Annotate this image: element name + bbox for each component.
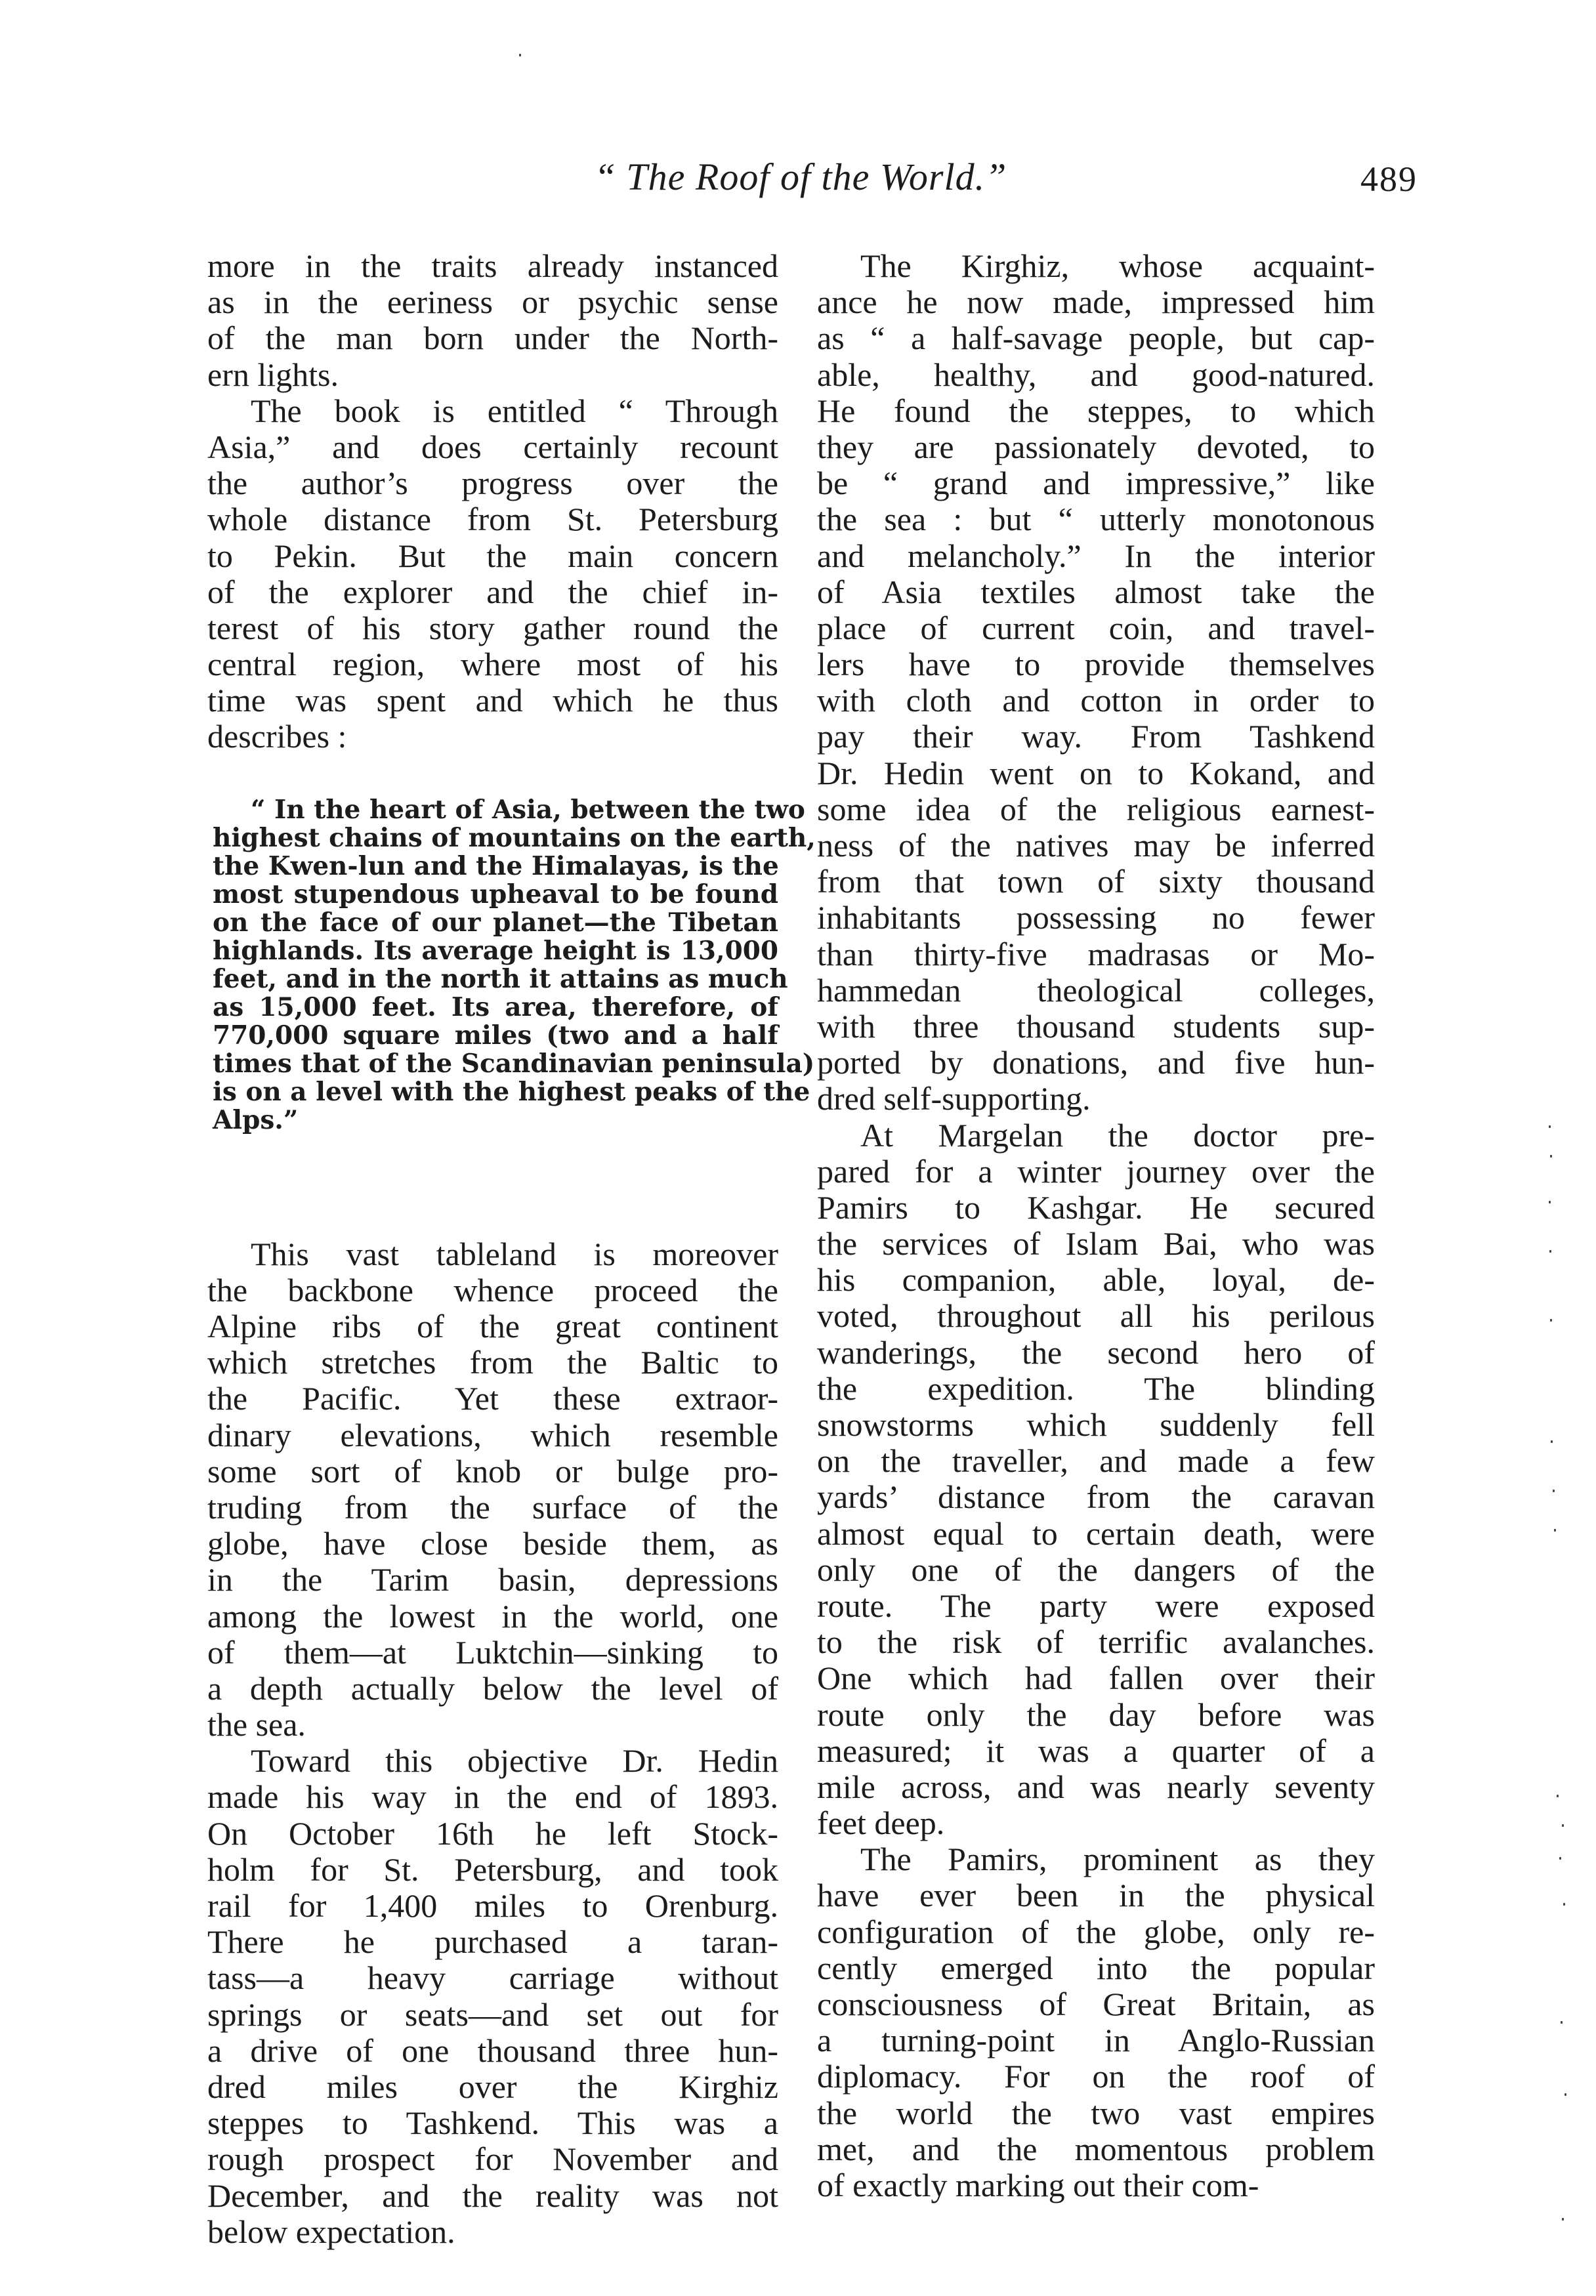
text-line: the world the two vast empires bbox=[817, 2094, 1375, 2131]
text-line: than thirty-five madrasas or Mo- bbox=[817, 935, 1375, 972]
text-line: wanderings, the second hero of bbox=[817, 1333, 1375, 1371]
text-line: below expectation. bbox=[207, 2213, 455, 2250]
text-line: cently emerged into the popular bbox=[817, 1949, 1375, 1986]
scan-speck bbox=[1564, 2093, 1566, 2096]
scan-speck bbox=[1562, 2218, 1564, 2221]
scan-speck bbox=[519, 54, 521, 56]
text-line: terest of his story gather round the bbox=[207, 609, 778, 646]
text-line: 770,000 square miles (two and a half bbox=[213, 1020, 778, 1051]
text-line: a drive of one thousand three hun- bbox=[207, 2032, 778, 2069]
scan-speck bbox=[1550, 1319, 1552, 1322]
text-line: the author’s progress over the bbox=[207, 465, 778, 502]
text-line: route only the day before was bbox=[817, 1696, 1375, 1733]
text-line: and melancholy.” In the interior bbox=[817, 537, 1375, 574]
scan-speck bbox=[1561, 2021, 1563, 2024]
text-line: Pamirs to Kashgar. He secured bbox=[817, 1188, 1375, 1226]
scan-speck bbox=[1559, 1857, 1561, 1860]
text-line: The Pamirs, prominent as they bbox=[860, 1841, 1375, 1878]
text-line: only one of the dangers of the bbox=[817, 1551, 1375, 1588]
text-line: highlands. Its average height is 13,000 bbox=[213, 935, 778, 966]
text-line: able, healthy, and good-natured. bbox=[817, 356, 1375, 393]
text-line: ness of the natives may be inferred bbox=[817, 827, 1375, 864]
text-line: some idea of the religious earnest- bbox=[817, 790, 1375, 827]
text-line: ported by donations, and five hun- bbox=[817, 1044, 1375, 1081]
scan-speck bbox=[1549, 1250, 1551, 1253]
text-line: There he purchased a taran- bbox=[207, 1923, 778, 1961]
paragraph bbox=[207, 248, 778, 393]
paragraph bbox=[817, 248, 1375, 1117]
text-line: time was spent and which he thus bbox=[207, 682, 778, 719]
scan-speck bbox=[1549, 1201, 1551, 1203]
text-line: consciousness of Great Britain, as bbox=[817, 1986, 1375, 2022]
scan-speck bbox=[1557, 1795, 1559, 1797]
text-line: of them—at Luktchin—sinking to bbox=[207, 1633, 778, 1671]
text-line: The Kirghiz, whose acquaint- bbox=[860, 247, 1375, 284]
text-line: the backbone whence proceed the bbox=[207, 1271, 778, 1308]
text-line: This vast tableland is moreover bbox=[251, 1235, 778, 1272]
text-line: hammedan theological colleges, bbox=[817, 971, 1375, 1009]
text-line: Alps.” bbox=[213, 1104, 299, 1135]
text-line: Toward this objective Dr. Hedin bbox=[251, 1742, 778, 1780]
text-line: the Kwen-lun and the Himalayas, is the bbox=[213, 850, 779, 881]
page-number: 489 bbox=[1360, 159, 1418, 199]
text-line: The book is entitled “ Through bbox=[251, 392, 778, 429]
text-line: on the face of our planet—the Tibetan bbox=[213, 907, 778, 938]
text-line: among the lowest in the world, one bbox=[207, 1597, 778, 1635]
text-line: steppes to Tashkend. This was a bbox=[207, 2104, 778, 2142]
left-column bbox=[207, 247, 816, 2250]
text-line: as 15,000 feet. Its area, therefore, of bbox=[213, 991, 778, 1022]
text-line: diplomacy. For on the roof of bbox=[817, 2058, 1375, 2095]
scan-speck bbox=[1553, 1490, 1555, 1492]
text-line: of the explorer and the chief in- bbox=[207, 573, 778, 610]
running-header-title: “ The Roof of the World.” bbox=[594, 156, 1007, 198]
text-line: the expedition. The blinding bbox=[817, 1369, 1375, 1407]
text-line: truding from the surface of the bbox=[207, 1488, 778, 1526]
text-line: inhabitants possessing no fewer bbox=[817, 899, 1375, 936]
text-line: be “ grand and impressive,” like bbox=[817, 465, 1375, 502]
text-line: globe, have close beside them, as bbox=[207, 1525, 778, 1562]
text-line: as “ a half-savage people, but cap- bbox=[817, 320, 1375, 357]
paragraph bbox=[207, 1236, 778, 1743]
text-line: mile across, and was nearly seventy bbox=[817, 1768, 1375, 1805]
scan-speck bbox=[1551, 1440, 1553, 1443]
text-line: whole distance from St. Petersburg bbox=[207, 501, 778, 538]
text-line: ern lights. bbox=[207, 356, 339, 393]
text-line: rough prospect for November and bbox=[207, 2140, 778, 2178]
text-line: a depth actually below the level of bbox=[207, 1669, 778, 1707]
text-line: dred miles over the Kirghiz bbox=[207, 2068, 778, 2105]
text-line: times that of the Scandinavian peninsula) bbox=[213, 1048, 815, 1079]
text-line: almost equal to certain death, were bbox=[817, 1514, 1375, 1552]
paragraph bbox=[207, 393, 778, 755]
text-line: December, and the reality was not bbox=[207, 2177, 778, 2214]
text-line: pay their way. From Tashkend bbox=[817, 718, 1375, 755]
text-line: they are passionately devoted, to bbox=[817, 428, 1375, 465]
text-line: ance he now made, impressed him bbox=[817, 283, 1375, 321]
text-line: feet deep. bbox=[817, 1805, 945, 1842]
text-line: springs or seats—and set out for bbox=[207, 1995, 778, 2033]
paragraph bbox=[207, 1743, 778, 2250]
text-line: route. The party were exposed bbox=[817, 1587, 1375, 1624]
text-line: have ever been in the physical bbox=[817, 1877, 1375, 1914]
text-line: “ In the heart of Asia, between the two bbox=[251, 794, 805, 825]
text-line: dinary elevations, which resemble bbox=[207, 1416, 778, 1453]
text-line: as in the eeriness or psychic sense bbox=[207, 283, 778, 321]
text-line: highest chains of mountains on the earth, bbox=[213, 822, 816, 853]
text-line: tass—a heavy carriage without bbox=[207, 1959, 778, 1997]
text-line: feet, and in the north it attains as much bbox=[213, 963, 788, 994]
paragraph bbox=[817, 1841, 1375, 2203]
paragraph bbox=[817, 1117, 1375, 1842]
text-line: yards’ distance from the caravan bbox=[817, 1478, 1375, 1516]
text-line: voted, throughout all his perilous bbox=[817, 1297, 1375, 1335]
text-line: On October 16th he left Stock- bbox=[207, 1814, 778, 1852]
text-line: a turning-point in Anglo-Russian bbox=[817, 2022, 1375, 2059]
text-line: some sort of knob or bulge pro- bbox=[207, 1452, 778, 1490]
text-line: from that town of sixty thousand bbox=[817, 863, 1375, 900]
text-line: to Pekin. But the main concern bbox=[207, 537, 778, 574]
text-line: is on a level with the highest peaks of the bbox=[213, 1076, 810, 1107]
text-line: Asia,” and does certainly recount bbox=[207, 428, 778, 465]
text-line: describes : bbox=[207, 718, 347, 755]
text-line: snowstorms which suddenly fell bbox=[817, 1406, 1375, 1443]
text-line: on the traveller, and made a few bbox=[817, 1442, 1375, 1480]
text-line: of exactly marking out their com- bbox=[817, 2166, 1259, 2203]
text-line: met, and the momentous problem bbox=[817, 2130, 1375, 2167]
text-line: to the risk of terrific avalanches. bbox=[817, 1623, 1375, 1661]
scan-speck bbox=[1563, 1903, 1565, 1906]
scan-speck bbox=[1562, 1824, 1564, 1827]
text-line: Dr. Hedin went on to Kokand, and bbox=[817, 754, 1375, 791]
text-line: of Asia textiles almost take the bbox=[817, 573, 1375, 610]
text-line: measured; it was a quarter of a bbox=[817, 1732, 1375, 1769]
text-line: central region, where most of his bbox=[207, 646, 778, 683]
text-line: dred self-supporting. bbox=[817, 1080, 1091, 1117]
text-line: in the Tarim basin, depressions bbox=[207, 1561, 778, 1598]
text-line: with three thousand students sup- bbox=[817, 1007, 1375, 1045]
text-line: One which had fallen over their bbox=[817, 1659, 1375, 1697]
text-line: his companion, able, loyal, de- bbox=[817, 1261, 1375, 1299]
text-line: of the man born under the North- bbox=[207, 320, 778, 357]
text-line: the sea : but “ utterly monotonous bbox=[817, 501, 1375, 538]
text-line: which stretches from the Baltic to bbox=[207, 1344, 778, 1381]
text-line: He found the steppes, to which bbox=[817, 392, 1375, 429]
text-line: Alpine ribs of the great continent bbox=[207, 1308, 778, 1345]
text-line: most stupendous upheaval to be found bbox=[213, 879, 778, 909]
text-line: At Margelan the doctor pre- bbox=[860, 1116, 1375, 1154]
text-line: rail for 1,400 miles to Orenburg. bbox=[207, 1887, 778, 1924]
text-line: more in the traits already instanced bbox=[207, 247, 778, 284]
scan-speck bbox=[1554, 1529, 1556, 1532]
text-line: made his way in the end of 1893. bbox=[207, 1778, 778, 1816]
scan-speck bbox=[1550, 1155, 1552, 1158]
text-line: with cloth and cotton in order to bbox=[817, 682, 1375, 719]
text-line: holm for St. Petersburg, and took bbox=[207, 1850, 778, 1888]
text-line: lers have to provide themselves bbox=[817, 646, 1375, 683]
text-line: configuration of the globe, only re- bbox=[817, 1913, 1375, 1950]
scan-speck bbox=[1549, 1125, 1551, 1128]
text-line: the sea. bbox=[207, 1706, 306, 1743]
right-column bbox=[817, 248, 1375, 2203]
text-line: pared for a winter journey over the bbox=[817, 1152, 1375, 1190]
text-line: place of current coin, and travel- bbox=[817, 609, 1375, 646]
block-quote bbox=[207, 794, 816, 1135]
text-line: the services of Islam Bai, who was bbox=[817, 1225, 1375, 1263]
text-line: the Pacific. Yet these extraor- bbox=[207, 1380, 778, 1417]
